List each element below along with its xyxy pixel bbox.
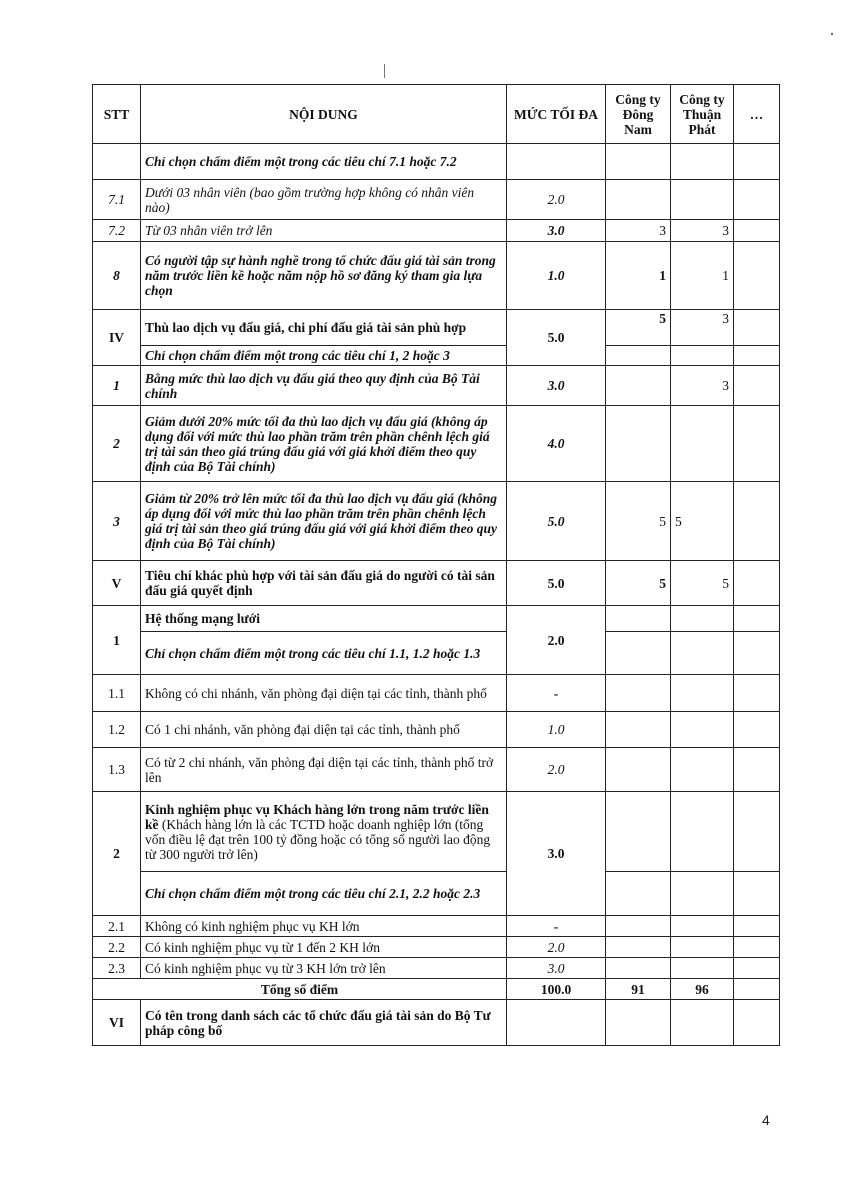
row-content: Chỉ chọn chấm điểm một trong các tiêu chí 1.1, 1.2 hoặc 1.3 bbox=[141, 632, 507, 675]
row-stt: 2.3 bbox=[93, 958, 141, 979]
row-score-thuan-phat: 3 bbox=[671, 310, 734, 346]
header-company-dong-nam: Công ty Đông Nam bbox=[606, 85, 671, 144]
row-score-thuan-phat: 5 bbox=[671, 561, 734, 606]
table-row bbox=[93, 937, 780, 958]
table-row bbox=[93, 916, 780, 937]
row-score-dong-nam: 1 bbox=[606, 242, 671, 310]
total-label: Tổng số điểm bbox=[93, 979, 507, 1000]
row-max: - bbox=[507, 916, 606, 937]
row-max: 2.0 bbox=[507, 937, 606, 958]
row-max: 5.0 bbox=[507, 482, 606, 561]
row-max: 3.0 bbox=[507, 220, 606, 242]
table-row bbox=[93, 220, 780, 242]
table-row bbox=[93, 675, 780, 712]
row-max: 1.0 bbox=[507, 242, 606, 310]
row-stt: 8 bbox=[93, 242, 141, 310]
row-stt: V bbox=[93, 561, 141, 606]
row-max: 2.0 bbox=[507, 748, 606, 792]
row-score-dong-nam: 5 bbox=[606, 561, 671, 606]
row-content: Có từ 2 chi nhánh, văn phòng đại diện tại các tỉnh, thành phố trở lên bbox=[141, 748, 507, 792]
row-content: Dưới 03 nhân viên (bao gồm trường hợp không có nhân viên nào) bbox=[141, 180, 507, 220]
row-content-bold: Kinh nghiệm phục vụ Khách hàng lớn trong năm trước liền kề bbox=[145, 801, 489, 832]
table-row bbox=[93, 406, 780, 482]
scoring-table bbox=[92, 84, 780, 1046]
header-stt: STT bbox=[93, 85, 141, 144]
row-content bbox=[141, 792, 507, 872]
row-max: 2.0 bbox=[507, 606, 606, 675]
table-row bbox=[93, 958, 780, 979]
row-content: Chỉ chọn chấm điểm một trong các tiêu chí 2.1, 2.2 hoặc 2.3 bbox=[141, 872, 507, 916]
row-max: 5.0 bbox=[507, 561, 606, 606]
row-content: Tiêu chí khác phù hợp với tài sản đấu giá do người có tài sản đấu giá quyết định bbox=[141, 561, 507, 606]
header-row bbox=[93, 85, 780, 144]
header-content: NỘI DUNG bbox=[141, 85, 507, 144]
row-stt: 7.2 bbox=[93, 220, 141, 242]
row-score-thuan-phat: 5 bbox=[671, 482, 734, 561]
total-max: 100.0 bbox=[507, 979, 606, 1000]
row-content: Thù lao dịch vụ đấu giá, chi phí đấu giá tài sản phù hợp bbox=[141, 310, 507, 346]
row-content: Có kinh nghiệm phục vụ từ 1 đến 2 KH lớn bbox=[141, 937, 507, 958]
table-row bbox=[93, 561, 780, 606]
table-row bbox=[93, 748, 780, 792]
row-max: 3.0 bbox=[507, 958, 606, 979]
header-max: MỨC TỐI ĐA bbox=[507, 85, 606, 144]
header-company-thuan-phat: Công ty Thuận Phát bbox=[671, 85, 734, 144]
scan-mark bbox=[384, 64, 385, 78]
row-score-dong-nam: 3 bbox=[606, 220, 671, 242]
total-thuan-phat: 96 bbox=[671, 979, 734, 1000]
row-score-thuan-phat: 3 bbox=[671, 220, 734, 242]
row-content: Từ 03 nhân viên trở lên bbox=[141, 220, 507, 242]
table-row bbox=[93, 242, 780, 310]
row-score-thuan-phat: 1 bbox=[671, 242, 734, 310]
table-row bbox=[93, 872, 780, 916]
row-content: Giảm dưới 20% mức tối đa thù lao dịch vụ đấu giá (không áp dụng đối với mức thù lao phần trăm trên phần chênh lệch giá trị tài sản theo giá trúng đấu giá với giá khởi điểm theo quy định của Bộ Tài chính) bbox=[141, 406, 507, 482]
row-content: Hệ thống mạng lưới bbox=[141, 606, 507, 632]
row-stt: 1 bbox=[93, 606, 141, 675]
row-content: Bằng mức thù lao dịch vụ đấu giá theo quy định của Bộ Tài chính bbox=[141, 366, 507, 406]
row-max: 4.0 bbox=[507, 406, 606, 482]
row-score-dong-nam: 5 bbox=[606, 482, 671, 561]
row-max: 1.0 bbox=[507, 712, 606, 748]
table-row bbox=[93, 632, 780, 675]
header-more: … bbox=[734, 85, 780, 144]
table-row bbox=[93, 1000, 780, 1046]
table-row bbox=[93, 346, 780, 366]
table-row bbox=[93, 366, 780, 406]
row-stt: VI bbox=[93, 1000, 141, 1046]
row-stt: 2.2 bbox=[93, 937, 141, 958]
row-stt: 1 bbox=[93, 366, 141, 406]
row-stt: 7.1 bbox=[93, 180, 141, 220]
table-row bbox=[93, 606, 780, 632]
table-row bbox=[93, 712, 780, 748]
row-score-thuan-phat: 3 bbox=[671, 366, 734, 406]
row-max: - bbox=[507, 675, 606, 712]
row-stt: 1.3 bbox=[93, 748, 141, 792]
row-content: Có tên trong danh sách các tổ chức đấu giá tài sản do Bộ Tư pháp công bố bbox=[141, 1000, 507, 1046]
row-max: 5.0 bbox=[507, 310, 606, 366]
table-row bbox=[93, 792, 780, 872]
table-row bbox=[93, 482, 780, 561]
row-content-rest: (Khách hàng lớn là các TCTD hoặc doanh nghiệp lớn (tổng vốn điều lệ đạt trên 100 tỷ đồng hoặc có tổng số người lao động từ 300 người trở lên) bbox=[145, 816, 491, 862]
row-content: Có 1 chi nhánh, văn phòng đại diện tại các tỉnh, thành phố bbox=[141, 712, 507, 748]
row-content: Chỉ chọn chấm điểm một trong các tiêu chí 1, 2 hoặc 3 bbox=[141, 346, 507, 366]
row-score-dong-nam: 5 bbox=[606, 310, 671, 346]
total-dong-nam: 91 bbox=[606, 979, 671, 1000]
row-content: Giảm từ 20% trở lên mức tối đa thù lao dịch vụ đấu giá (không áp dụng đối với mức thù lao phần trăm trên phần chênh lệch giá trị tài sản theo giá trúng đấu giá với giá khởi điểm theo quy định của Bộ Tài chính) bbox=[141, 482, 507, 561]
table-row bbox=[93, 310, 780, 346]
page-number: 4 bbox=[762, 1112, 770, 1128]
row-content: Không có kinh nghiệm phục vụ KH lớn bbox=[141, 916, 507, 937]
table-row bbox=[93, 180, 780, 220]
row-stt: IV bbox=[93, 310, 141, 366]
row-stt: 2 bbox=[93, 406, 141, 482]
row-stt: 1.1 bbox=[93, 675, 141, 712]
row-content: Không có chi nhánh, văn phòng đại diện tại các tỉnh, thành phố bbox=[141, 675, 507, 712]
total-row bbox=[93, 979, 780, 1000]
row-max: 3.0 bbox=[507, 366, 606, 406]
row-content: Có người tập sự hành nghề trong tổ chức đấu giá tài sản trong năm trước liền kề hoặc năm nộp hồ sơ đăng ký tham gia lựa chọn bbox=[141, 242, 507, 310]
row-content: Có kinh nghiệm phục vụ từ 3 KH lớn trở lên bbox=[141, 958, 507, 979]
row-content: Chỉ chọn chấm điểm một trong các tiêu chí 7.1 hoặc 7.2 bbox=[141, 144, 507, 180]
row-max: 3.0 bbox=[507, 792, 606, 916]
row-stt: 2.1 bbox=[93, 916, 141, 937]
row-stt: 3 bbox=[93, 482, 141, 561]
row-stt: 2 bbox=[93, 792, 141, 916]
table-row bbox=[93, 144, 780, 180]
row-max: 2.0 bbox=[507, 180, 606, 220]
row-stt: 1.2 bbox=[93, 712, 141, 748]
scan-dot bbox=[831, 33, 833, 35]
